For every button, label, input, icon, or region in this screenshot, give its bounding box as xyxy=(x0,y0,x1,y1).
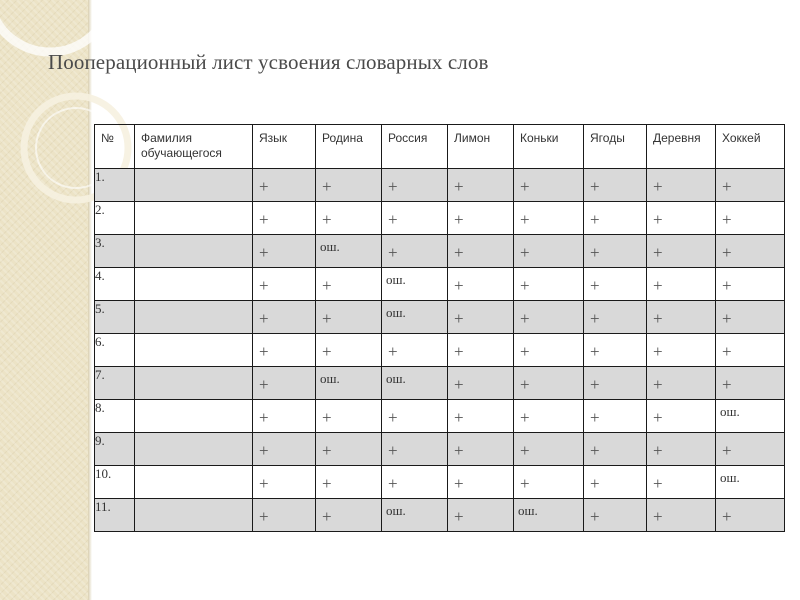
table-row xyxy=(95,202,785,235)
correct-mark: + xyxy=(259,243,269,262)
mark-cell xyxy=(716,367,785,400)
table-row xyxy=(95,367,785,400)
correct-mark: + xyxy=(722,276,732,295)
mark-cell xyxy=(584,334,647,367)
mark-cell xyxy=(316,400,382,433)
error-mark: ош. xyxy=(320,239,340,254)
error-mark: ош. xyxy=(720,470,740,485)
mark-cell xyxy=(716,334,785,367)
mark-cell xyxy=(316,466,382,499)
mark-cell xyxy=(316,235,382,268)
correct-mark: + xyxy=(520,441,530,460)
correct-mark: + xyxy=(653,441,663,460)
mark-cell xyxy=(253,334,316,367)
correct-mark: + xyxy=(454,276,464,295)
mark-cell xyxy=(647,202,716,235)
correct-mark: + xyxy=(454,210,464,229)
mark-cell xyxy=(448,433,514,466)
mark-cell xyxy=(253,235,316,268)
correct-mark: + xyxy=(653,408,663,427)
correct-mark: + xyxy=(590,243,600,262)
correct-mark: + xyxy=(722,342,732,361)
student-name-cell xyxy=(135,499,253,532)
mark-cell xyxy=(584,235,647,268)
mark-cell xyxy=(514,235,584,268)
mark-cell xyxy=(514,169,584,202)
correct-mark: + xyxy=(590,177,600,196)
correct-mark: + xyxy=(722,375,732,394)
student-name-cell xyxy=(135,433,253,466)
column-header: Ягоды xyxy=(584,125,647,169)
mark-cell xyxy=(448,466,514,499)
correct-mark: + xyxy=(259,375,269,394)
mark-cell xyxy=(382,400,448,433)
mark-cell xyxy=(382,235,448,268)
correct-mark: + xyxy=(590,276,600,295)
correct-mark: + xyxy=(590,342,600,361)
mark-cell xyxy=(448,169,514,202)
mark-cell xyxy=(253,367,316,400)
correct-mark: + xyxy=(388,474,398,493)
mark-cell xyxy=(253,301,316,334)
mark-cell xyxy=(253,202,316,235)
mark-cell xyxy=(382,466,448,499)
correct-mark: + xyxy=(388,342,398,361)
correct-mark: + xyxy=(722,507,732,526)
mark-cell xyxy=(382,301,448,334)
table-row xyxy=(95,499,785,532)
mark-cell xyxy=(584,433,647,466)
mark-cell xyxy=(647,334,716,367)
correct-mark: + xyxy=(653,342,663,361)
correct-mark: + xyxy=(520,309,530,328)
correct-mark: + xyxy=(722,177,732,196)
correct-mark: + xyxy=(653,507,663,526)
mark-cell xyxy=(316,367,382,400)
correct-mark: + xyxy=(454,375,464,394)
correct-mark: + xyxy=(322,177,332,196)
row-number: 7. xyxy=(95,367,135,400)
mark-cell xyxy=(382,334,448,367)
correct-mark: + xyxy=(259,474,269,493)
column-header: Россия xyxy=(382,125,448,169)
correct-mark: + xyxy=(388,441,398,460)
mark-cell xyxy=(716,235,785,268)
mark-cell xyxy=(584,499,647,532)
correct-mark: + xyxy=(722,441,732,460)
correct-mark: + xyxy=(322,441,332,460)
correct-mark: + xyxy=(322,474,332,493)
mark-cell xyxy=(514,433,584,466)
error-mark: ош. xyxy=(386,305,406,320)
mark-cell xyxy=(584,466,647,499)
correct-mark: + xyxy=(388,243,398,262)
correct-mark: + xyxy=(653,309,663,328)
student-name-cell xyxy=(135,202,253,235)
correct-mark: + xyxy=(520,243,530,262)
student-name-cell xyxy=(135,466,253,499)
mark-cell xyxy=(316,499,382,532)
correct-mark: + xyxy=(322,309,332,328)
mark-cell xyxy=(716,202,785,235)
row-number: 11. xyxy=(95,499,135,532)
correct-mark: + xyxy=(520,276,530,295)
mark-cell xyxy=(584,400,647,433)
correct-mark: + xyxy=(520,375,530,394)
table-row xyxy=(95,235,785,268)
correct-mark: + xyxy=(520,342,530,361)
student-name-cell xyxy=(135,169,253,202)
student-name-cell xyxy=(135,301,253,334)
error-mark: ош. xyxy=(518,503,538,518)
correct-mark: + xyxy=(259,210,269,229)
correct-mark: + xyxy=(454,243,464,262)
correct-mark: + xyxy=(454,342,464,361)
mark-cell xyxy=(584,202,647,235)
table-header-row xyxy=(95,125,785,169)
mark-cell xyxy=(584,169,647,202)
correct-mark: + xyxy=(590,210,600,229)
row-number: 4. xyxy=(95,268,135,301)
mark-cell xyxy=(647,301,716,334)
correct-mark: + xyxy=(454,474,464,493)
column-header: Фамилия обучающегося xyxy=(135,125,253,169)
correct-mark: + xyxy=(259,408,269,427)
mark-cell xyxy=(448,235,514,268)
correct-mark: + xyxy=(322,342,332,361)
mark-cell xyxy=(647,499,716,532)
mark-cell xyxy=(647,367,716,400)
table-row xyxy=(95,400,785,433)
correct-mark: + xyxy=(653,474,663,493)
mark-cell xyxy=(448,202,514,235)
error-mark: ош. xyxy=(320,371,340,386)
correct-mark: + xyxy=(259,507,269,526)
mark-cell xyxy=(584,301,647,334)
table-row xyxy=(95,268,785,301)
mark-cell xyxy=(647,433,716,466)
mark-cell xyxy=(382,433,448,466)
mark-cell xyxy=(448,499,514,532)
column-header: Хоккей xyxy=(716,125,785,169)
correct-mark: + xyxy=(590,309,600,328)
error-mark: ош. xyxy=(720,404,740,419)
mark-cell xyxy=(382,202,448,235)
mark-cell xyxy=(316,334,382,367)
mark-cell xyxy=(584,367,647,400)
student-name-cell xyxy=(135,268,253,301)
column-header: Язык xyxy=(253,125,316,169)
correct-mark: + xyxy=(454,177,464,196)
mark-cell xyxy=(514,301,584,334)
row-number: 1. xyxy=(95,169,135,202)
mark-cell xyxy=(716,169,785,202)
table-row xyxy=(95,169,785,202)
table-row xyxy=(95,433,785,466)
error-mark: ош. xyxy=(386,371,406,386)
mark-cell xyxy=(316,301,382,334)
mark-cell xyxy=(514,367,584,400)
mark-cell xyxy=(647,268,716,301)
mark-cell xyxy=(647,235,716,268)
mark-cell xyxy=(514,268,584,301)
correct-mark: + xyxy=(322,408,332,427)
mark-cell xyxy=(448,367,514,400)
mark-cell xyxy=(316,433,382,466)
vocabulary-table xyxy=(94,124,785,532)
column-header: Коньки xyxy=(514,125,584,169)
mark-cell xyxy=(514,202,584,235)
table-row xyxy=(95,301,785,334)
correct-mark: + xyxy=(259,276,269,295)
mark-cell xyxy=(253,466,316,499)
mark-cell xyxy=(514,400,584,433)
row-number: 2. xyxy=(95,202,135,235)
mark-cell xyxy=(448,268,514,301)
column-header: Родина xyxy=(316,125,382,169)
mark-cell xyxy=(253,433,316,466)
correct-mark: + xyxy=(653,210,663,229)
correct-mark: + xyxy=(388,210,398,229)
student-name-cell xyxy=(135,334,253,367)
correct-mark: + xyxy=(388,408,398,427)
correct-mark: + xyxy=(322,507,332,526)
mark-cell xyxy=(514,334,584,367)
column-header: № xyxy=(95,125,135,169)
mark-cell xyxy=(448,301,514,334)
mark-cell xyxy=(382,169,448,202)
correct-mark: + xyxy=(388,177,398,196)
mark-cell xyxy=(253,169,316,202)
correct-mark: + xyxy=(590,474,600,493)
correct-mark: + xyxy=(653,276,663,295)
mark-cell xyxy=(514,499,584,532)
table-row xyxy=(95,466,785,499)
correct-mark: + xyxy=(653,375,663,394)
row-number: 10. xyxy=(95,466,135,499)
correct-mark: + xyxy=(722,210,732,229)
row-number: 6. xyxy=(95,334,135,367)
mark-cell xyxy=(253,499,316,532)
correct-mark: + xyxy=(322,276,332,295)
table-body xyxy=(95,169,785,532)
correct-mark: + xyxy=(520,408,530,427)
correct-mark: + xyxy=(259,177,269,196)
correct-mark: + xyxy=(590,507,600,526)
correct-mark: + xyxy=(590,375,600,394)
student-name-cell xyxy=(135,400,253,433)
correct-mark: + xyxy=(590,408,600,427)
mark-cell xyxy=(716,499,785,532)
mark-cell xyxy=(316,268,382,301)
mark-cell xyxy=(382,499,448,532)
row-number: 8. xyxy=(95,400,135,433)
student-name-cell xyxy=(135,367,253,400)
column-header: Лимон xyxy=(448,125,514,169)
page-title: Пооперационный лист усвоения словарных слов xyxy=(48,50,489,74)
correct-mark: + xyxy=(590,441,600,460)
correct-mark: + xyxy=(653,243,663,262)
correct-mark: + xyxy=(454,408,464,427)
mark-cell xyxy=(647,466,716,499)
column-header: Деревня xyxy=(647,125,716,169)
correct-mark: + xyxy=(259,342,269,361)
correct-mark: + xyxy=(520,210,530,229)
row-number: 3. xyxy=(95,235,135,268)
student-name-cell xyxy=(135,235,253,268)
correct-mark: + xyxy=(259,441,269,460)
mark-cell xyxy=(716,433,785,466)
mark-cell xyxy=(716,268,785,301)
mark-cell xyxy=(253,268,316,301)
correct-mark: + xyxy=(454,441,464,460)
mark-cell xyxy=(716,301,785,334)
correct-mark: + xyxy=(722,243,732,262)
mark-cell xyxy=(448,334,514,367)
correct-mark: + xyxy=(322,210,332,229)
mark-cell xyxy=(647,400,716,433)
row-number: 9. xyxy=(95,433,135,466)
mark-cell xyxy=(316,202,382,235)
mark-cell xyxy=(316,169,382,202)
mark-cell xyxy=(382,268,448,301)
table-row xyxy=(95,334,785,367)
correct-mark: + xyxy=(259,309,269,328)
mark-cell xyxy=(382,367,448,400)
correct-mark: + xyxy=(520,177,530,196)
correct-mark: + xyxy=(454,507,464,526)
correct-mark: + xyxy=(454,309,464,328)
mark-cell xyxy=(716,400,785,433)
mark-cell xyxy=(514,466,584,499)
correct-mark: + xyxy=(520,474,530,493)
mark-cell xyxy=(253,400,316,433)
correct-mark: + xyxy=(653,177,663,196)
row-number: 5. xyxy=(95,301,135,334)
mark-cell xyxy=(647,169,716,202)
mark-cell xyxy=(448,400,514,433)
correct-mark: + xyxy=(722,309,732,328)
error-mark: ош. xyxy=(386,272,406,287)
mark-cell xyxy=(584,268,647,301)
mark-cell xyxy=(716,466,785,499)
error-mark: ош. xyxy=(386,503,406,518)
